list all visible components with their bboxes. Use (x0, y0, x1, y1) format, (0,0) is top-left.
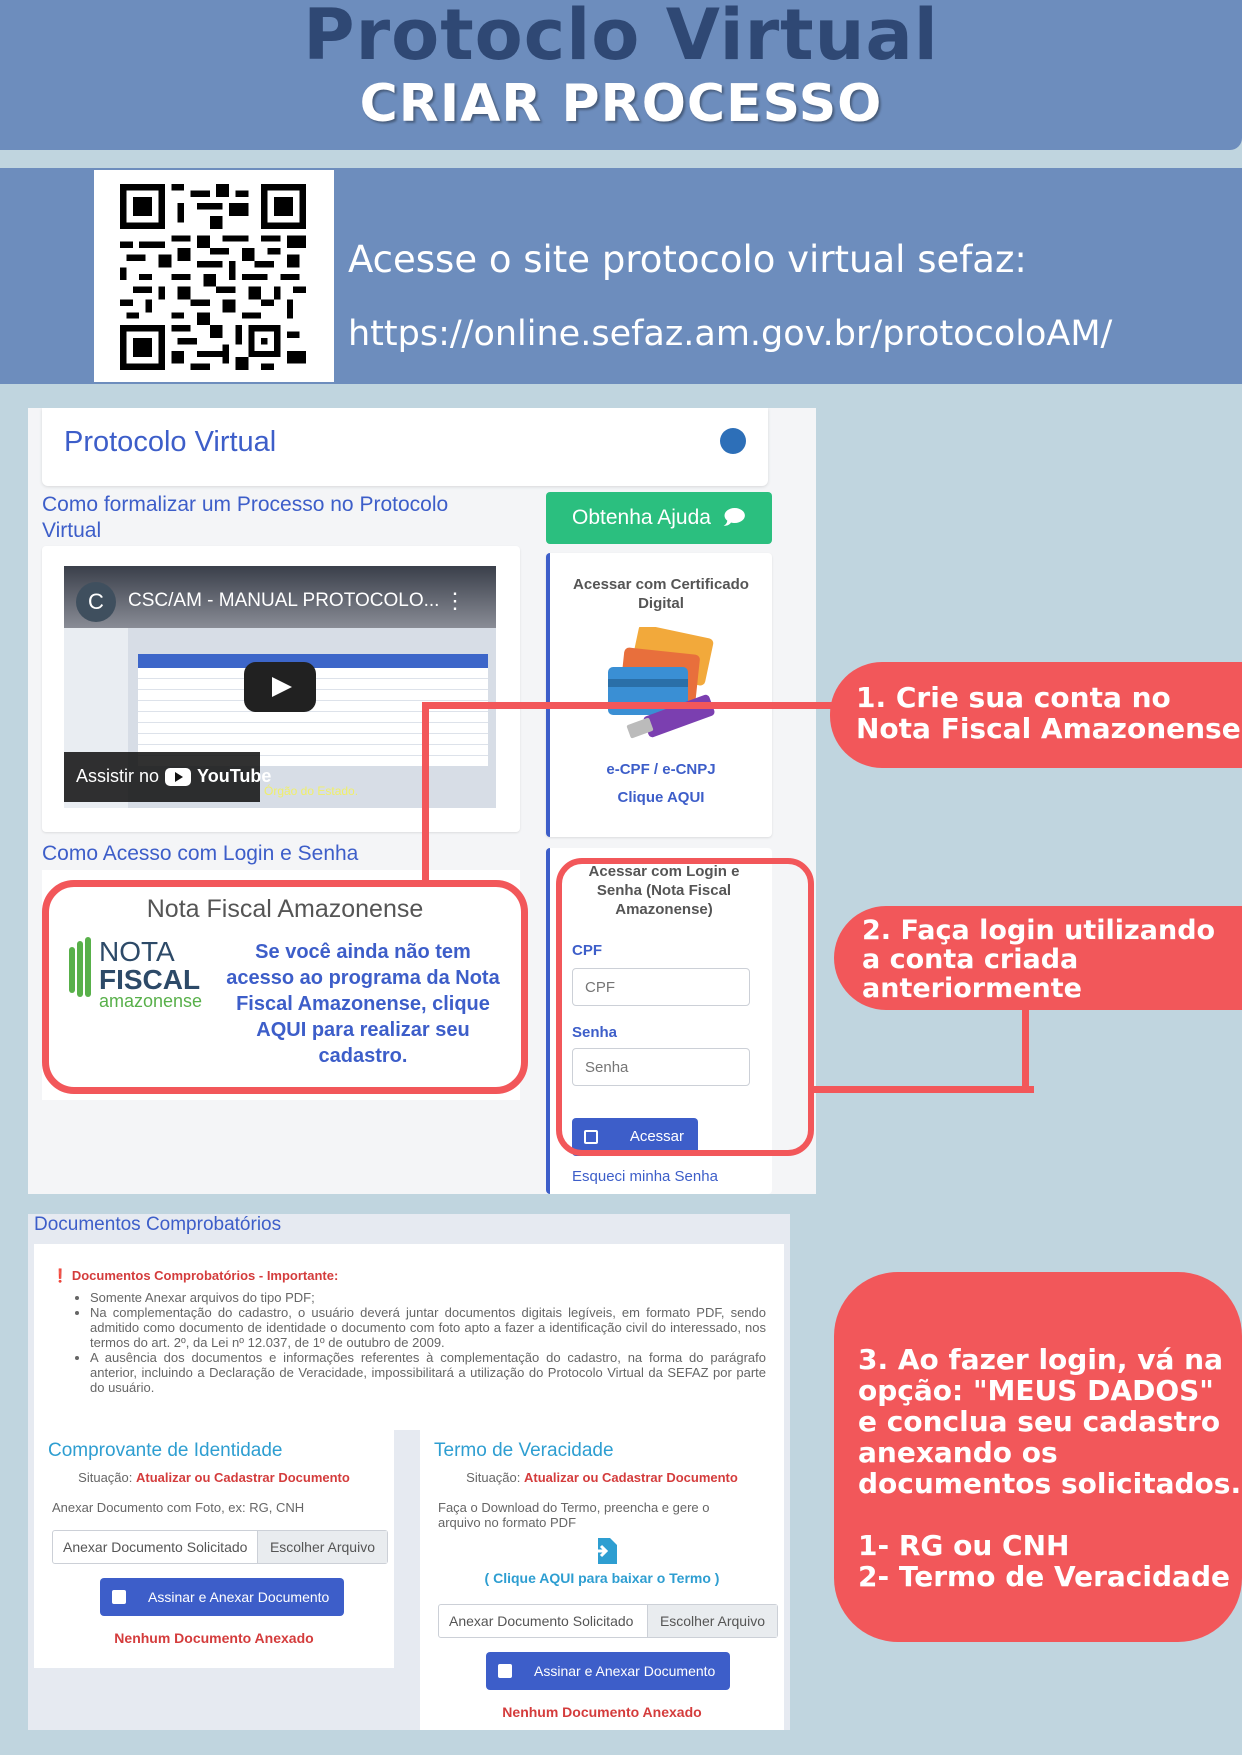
video-player[interactable] (64, 566, 496, 808)
access-instruction: Acesse o site protocolo virtual sefaz: (348, 238, 1027, 281)
identity-none-attached: Nenhum Documento Anexado (114, 1630, 314, 1646)
portal-navbar (42, 408, 768, 486)
youtube-icon (165, 768, 191, 786)
login-button-label: Acessar (629, 1128, 684, 1145)
browse-button[interactable]: Escolher Arquivo (647, 1605, 777, 1637)
youtube-label: YouTube (197, 766, 272, 786)
help-button[interactable] (546, 492, 772, 544)
list-item: • A ausência dos documentos e informações referentes à complementação do cadastro, na forma do parágrafo anterior, incluindo a Declaração de Veracidade, impossibilitará a utilização do Protocolo Virtual da SEFAZ por parte do usuário. (90, 1350, 766, 1395)
list-item: • Na complementação do cadastro, o usuário deverá juntar documentos digitais legíveis, em formato PDF, sendo admitido como documento de identidade o documento com foto apto a fazer a identificação civil do interessado, nos termos do art. 2º, da Lei nº 12.037, de 1º de outubro de 2009. (90, 1305, 766, 1350)
senha-label: Senha (572, 1024, 618, 1041)
video-card (42, 546, 520, 832)
how-to-title: Como formalizar um Processo no Protocolo Virtual (42, 493, 449, 542)
veracity-title: Termo de Veracidade (434, 1440, 614, 1461)
video-title[interactable]: CSC/AM - MANUAL PROTOCOLO... (128, 590, 440, 611)
list-item: • Somente Anexar arquivos do tipo PDF; (90, 1290, 766, 1305)
help-button-label: Obtenha Ajuda (572, 506, 711, 529)
important-notice (34, 1244, 784, 1430)
save-icon (498, 1664, 512, 1678)
step3-callout (834, 1272, 1242, 1642)
video-caption: Órgão do Estado. (264, 784, 359, 798)
svg-text:FISCAL: FISCAL (99, 964, 201, 995)
important-list (90, 1290, 766, 1395)
documents-panel (28, 1214, 790, 1730)
qr-code (94, 170, 334, 382)
identity-description: Anexar Documento com Foto, ex: RG, CNH (52, 1500, 305, 1515)
nfa-register-text[interactable]: Se você ainda não tem acesso ao programa da Nota Fiscal Amazonense, clique AQUI para realizar seu cadastro. (226, 941, 500, 1067)
accessibility-icon[interactable] (720, 428, 746, 454)
chat-bubble-icon: 🗩 (716, 506, 746, 529)
nfa-title: Nota Fiscal Amazonense (146, 895, 424, 923)
login-section-title: Como Acesso com Login e Senha (42, 842, 359, 865)
warning-icon: ❗ (52, 1268, 72, 1283)
step1-callout: 1. Crie sua conta no Nota Fiscal Amazonense (830, 662, 1242, 768)
step3-item-rg: 1- RG ou CNH (858, 1529, 1070, 1562)
veracity-sign-button[interactable]: Assinar e Anexar Documento (486, 1652, 730, 1690)
cert-click-here-link[interactable]: Clique AQUI (617, 789, 705, 806)
step2-callout: 2. Faça login utilizando a conta criada anteriormente (834, 906, 1242, 1010)
ecpf-link[interactable]: e-CPF / e-CNPJ (606, 761, 716, 778)
certificate-title: Acessar com Certificado Digital (573, 576, 749, 612)
cpf-label: CPF (572, 942, 602, 959)
veracity-none-attached: Nenhum Documento Anexado (502, 1704, 702, 1720)
qr-code-icon (118, 184, 308, 370)
identity-sign-button[interactable]: Assinar e Anexar Documento (100, 1578, 344, 1616)
nota-fiscal-logo (65, 933, 205, 1013)
identity-file-input[interactable] (52, 1530, 388, 1564)
connector-line (422, 702, 429, 882)
connector-line (814, 1086, 1034, 1093)
play-icon[interactable] (244, 662, 316, 712)
veracity-status: Situação: Atualizar ou Cadastrar Documento (466, 1470, 738, 1485)
documents-title: Documentos Comprobatórios (34, 1214, 282, 1235)
veracity-file-input[interactable] (438, 1604, 778, 1638)
access-url[interactable]: https://online.sefaz.am.gov.br/protocoloAM/ (348, 314, 1113, 354)
channel-avatar[interactable]: C (76, 582, 116, 622)
download-file-icon[interactable] (590, 1536, 620, 1566)
login-title: Acessar com Login e Senha (Nota Fiscal Amazonense) (588, 863, 740, 918)
more-options-icon[interactable]: ⋮ (444, 588, 466, 613)
page-subtitle: CRIAR PROCESSO (359, 74, 883, 134)
page-header (0, 0, 1242, 150)
identity-status: Situação: Atualizar ou Cadastrar Documento (78, 1470, 350, 1485)
login-highlight-outline (556, 858, 814, 1156)
connector-line (422, 702, 834, 709)
certificate-cards-icon (604, 627, 724, 747)
veracity-card (420, 1430, 784, 1730)
save-icon (112, 1590, 126, 1604)
identity-card (34, 1430, 394, 1668)
certificate-card (546, 553, 772, 837)
watch-on-label: Assistir no (76, 766, 160, 786)
veracity-description: Faça o Download do Termo, preencha e gere o arquivo no formato PDF (438, 1500, 710, 1530)
portal-title: Protocolo Virtual (64, 426, 277, 458)
svg-text:NOTA: NOTA (99, 936, 175, 967)
nfa-highlight-card[interactable] (42, 880, 528, 1094)
forgot-password-link[interactable]: Esqueci minha Senha (572, 1168, 718, 1185)
step3-item-termo: 2- Termo de Veracidade (858, 1560, 1230, 1593)
file-placeholder: Anexar Documento Solicitado (449, 1613, 634, 1629)
file-placeholder: Anexar Documento Solicitado (63, 1539, 248, 1555)
step3-text: 3. Ao fazer login, vá na opção: "MEUS DADOS" e conclua seu cadastro anexando os documentos solicitados. (858, 1343, 1242, 1500)
download-term-link[interactable]: ( Clique AQUI para baixar o Termo ) (484, 1570, 720, 1586)
important-heading: ❗ Documentos Comprobatórios - Importante: (52, 1268, 339, 1283)
identity-title: Comprovante de Identidade (48, 1440, 283, 1461)
svg-text:amazonense: amazonense (99, 991, 203, 1011)
page-title: Protoclo Virtual (303, 0, 939, 76)
browse-button[interactable]: Escolher Arquivo (257, 1531, 387, 1563)
access-band (0, 168, 1242, 384)
watch-on-youtube-button[interactable] (64, 752, 272, 802)
